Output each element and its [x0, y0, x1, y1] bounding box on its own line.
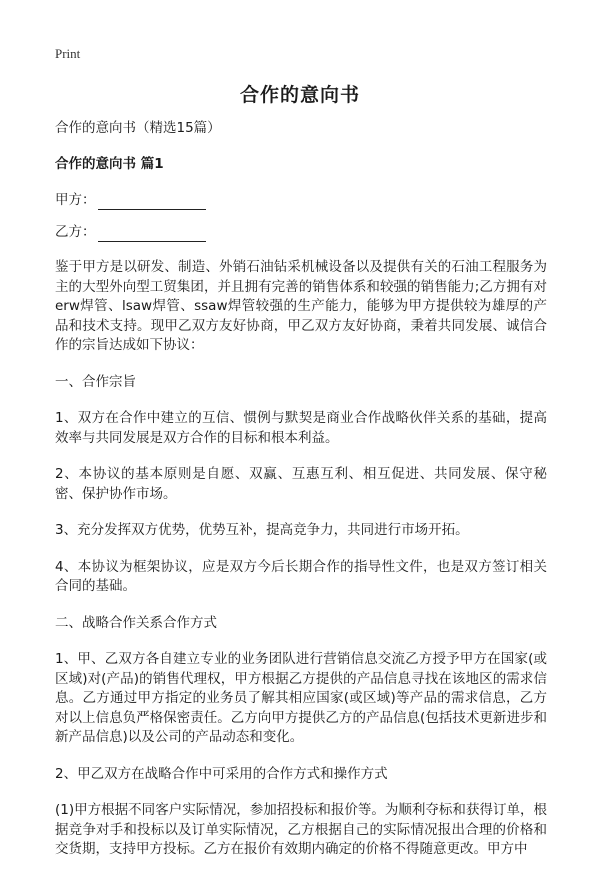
document-subtitle: 合作的意向书（精选15篇）: [55, 120, 221, 136]
paragraph-purpose-1: 1、双方在合作中建立的互信、惯例与默契是商业合作战略伙伴关系的基础，提高效率与共同发展是双方合作的目标和根本利益。: [55, 410, 547, 446]
paragraph-purpose-2: 2、本协议的基本原则是自愿、双赢、互惠互利、相互促进、共同发展、保守秘密、保护协作市场。: [55, 466, 547, 502]
section-heading: 合作的意向书 篇1: [55, 156, 164, 172]
document-body: [55, 118, 547, 877]
paragraph-mode-2: 2、甲乙双方在战略合作中可采用的合作方式和操作方式: [55, 765, 388, 782]
paragraph-preamble: 鉴于甲方是以研发、制造、外销石油钻采机械设备以及提供有关的石油工程服务为主的大型外向型工贸集团，并且拥有完善的销售体系和较强的销售能力;乙方拥有对erw焊管、lsaw焊管、ssaw焊管较强的生产能力，能够为甲方提供较为雄厚的产品和技术支持。现甲乙双方友好协商，甲乙双方友好协商，秉着共同发展、诚信合作的宗旨达成如下协议：: [55, 259, 547, 353]
party-a-label: 甲方：: [55, 192, 96, 208]
paragraph-purpose-3: 3、充分发挥双方优势，优势互补，提高竞争力，共同进行市场开拓。: [55, 522, 469, 538]
party-a-line: [55, 190, 547, 210]
paragraph-mode-2-1: (1)甲方根据不同客户实际情况，参加招投标和报价等。为顺利夺标和获得订单，根据竞争对手和投标以及订单实际情况，乙方根据自己的实际情况报出合理的价格和交货期，支持甲方投标。乙方在报价有效期内确定的价格不得随意更改。甲方中: [55, 802, 547, 857]
document-title: 合作的意向书: [239, 84, 360, 106]
heading-cooperation-purpose: 一、合作宗旨: [55, 373, 136, 390]
paragraph-purpose-4: 4、本协议为框架协议，应是双方今后长期合作的指导性文件，也是双方签订相关合同的基础。: [55, 558, 547, 594]
party-b-label: 乙方：: [55, 224, 96, 240]
paragraph-mode-1: 1、甲、乙双方各自建立专业的业务团队进行营销信息交流乙方授予甲方在国家(或区域)对(产品)的销售代理权，甲方根据乙方提供的产品信息寻找在该地区的需求信息。乙方通过甲方指定的业务员了解其相应国家(或区域)等产品的需求信息，乙方对以上信息负严格保密责任。乙方向甲方提供乙方的产品信息(包括技术更新进步和新产品信息)以及公司的产品动态和变化。: [55, 651, 547, 745]
heading-cooperation-mode: 二、战略合作关系合作方式: [55, 614, 217, 631]
print-link[interactable]: Print: [55, 46, 81, 61]
party-b-line: [55, 222, 547, 242]
party-a-blank: [98, 194, 206, 210]
party-b-blank: [98, 226, 206, 242]
